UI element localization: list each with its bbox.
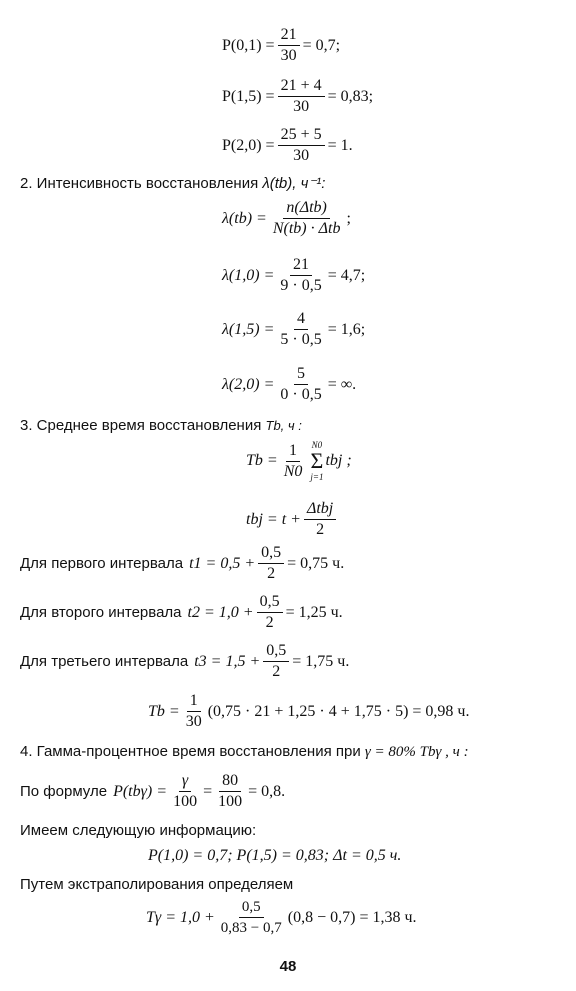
denominator: N0: [283, 462, 303, 480]
equation-lhs: Tb =: [246, 452, 278, 469]
denominator: 30: [280, 47, 297, 64]
interval-label: Для второго интервала: [20, 604, 182, 621]
section-2-heading: [20, 176, 325, 191]
section-4-heading: [20, 744, 469, 760]
denominator: 2: [272, 663, 281, 680]
equation-lhs: P(0,1) =: [222, 36, 275, 54]
numerator: 21 + 4: [278, 77, 325, 97]
denominator: 2: [267, 565, 276, 582]
denominator: 2: [316, 521, 325, 538]
equation-lhs: λ(2,0) =: [222, 375, 275, 393]
equation-rhs: ;: [346, 209, 351, 227]
interval-2-line: [20, 593, 343, 632]
denominator: 2: [265, 614, 274, 631]
denominator: 30: [293, 147, 310, 164]
info-line: Имеем следующую информацию:: [20, 822, 257, 839]
equation-p01: [222, 26, 340, 65]
equation-lhs: P(1,5) =: [222, 87, 275, 105]
fraction: [270, 199, 344, 238]
heading-text: 2. Интенсивность восстановления: [20, 175, 259, 192]
formula-line: [20, 772, 285, 811]
sum-upper-limit: N0: [311, 440, 323, 450]
equation-tb-result: [148, 692, 469, 731]
equation-lhs: t2 = 1,0 +: [187, 603, 254, 621]
numerator: 21: [278, 26, 300, 46]
numerator: 0,5: [239, 898, 264, 918]
equation-lambda-15: [222, 310, 365, 349]
equation-rhs: = 0,75 ч.: [287, 554, 345, 572]
numerator: 0,5: [263, 642, 289, 662]
equation-rhs: = 1,6;: [327, 320, 366, 338]
fraction: [278, 126, 325, 165]
summation: [310, 440, 323, 482]
fraction: [263, 642, 289, 681]
fraction: [215, 772, 245, 811]
interval-label: Для третьего интервала: [20, 653, 189, 670]
equation-tgamma: [146, 898, 417, 937]
equation-lhs: λ(1,0) =: [222, 266, 275, 284]
equation-lambda-definition: [222, 199, 351, 238]
denominator: 100: [173, 793, 198, 810]
equation-lhs: t1 = 0,5 +: [189, 554, 256, 572]
equation-lhs: λ(1,5) =: [222, 320, 275, 338]
info-values: [148, 848, 401, 864]
numerator: Δtbj: [304, 500, 336, 520]
equation-rhs: = 0,8.: [248, 782, 286, 800]
equation-tbj: [246, 500, 339, 539]
fraction: [278, 26, 300, 65]
section-3-heading: [20, 418, 302, 433]
fraction: [258, 544, 284, 583]
equation-rhs: = 4,7;: [327, 266, 366, 284]
interval-1-line: [20, 544, 344, 583]
equation-lhs: t3 = 1,5 +: [194, 652, 261, 670]
equation-tb-definition: [246, 440, 352, 482]
equation-lhs: P(tbγ) =: [113, 782, 168, 800]
equation-lhs: Tb =: [148, 702, 180, 720]
fraction: [304, 500, 336, 539]
extrapolation-line: Путем экстраполирования определяем: [20, 876, 294, 893]
heading-text: 3. Среднее время восстановления: [20, 417, 262, 434]
numerator: n(Δtb): [283, 199, 330, 219]
equation-rhs: = 1,25 ч.: [285, 603, 343, 621]
fraction: [277, 365, 324, 404]
denominator: 0,83 − 0,7: [220, 920, 282, 936]
numerator: 80: [219, 772, 241, 792]
equation-rhs: = 1.: [327, 136, 353, 154]
equation-rhs: = ∞.: [327, 375, 357, 393]
numerator: 21: [290, 256, 312, 276]
numerator: 25 + 5: [278, 126, 325, 146]
equation-p15: [222, 77, 373, 116]
equation-lhs: Tγ = 1,0 +: [146, 908, 215, 926]
equation-rhs: = 0,83;: [327, 87, 374, 105]
fraction: [257, 593, 283, 632]
equals-sign: =: [203, 782, 213, 800]
denominator: 30: [185, 713, 202, 730]
denominator: 5 · 0,5: [280, 331, 322, 348]
equation-lhs: P(2,0) =: [222, 136, 275, 154]
sum-symbol: Σ: [310, 448, 324, 473]
fraction: [278, 77, 325, 116]
equation-rhs: tbj ;: [325, 452, 352, 469]
denominator: 30: [293, 98, 310, 115]
interval-label: Для первого интервала: [20, 555, 184, 572]
fraction: [277, 310, 324, 349]
denominator: 100: [218, 793, 243, 810]
numerator: 1: [187, 692, 201, 712]
equation-rhs: = 1,75 ч.: [292, 652, 350, 670]
formula-label: По формуле: [20, 783, 108, 800]
equation-lhs: λ(tb) =: [222, 209, 267, 227]
numerator: 0,5: [258, 544, 284, 564]
denominator: 9 · 0,5: [280, 277, 322, 294]
numerator: 0,5: [257, 593, 283, 613]
denominator: 0 · 0,5: [280, 386, 322, 403]
fraction: [277, 256, 324, 295]
heading-symbol: Tb, ч :: [265, 418, 302, 433]
equation-rhs: = 0,7;: [302, 36, 341, 54]
fraction: [218, 898, 285, 937]
fraction: [183, 692, 205, 731]
heading-text: 4. Гамма-процентное время восстановления при: [20, 743, 361, 760]
page-number: 48: [279, 958, 297, 975]
equation-lambda-10: [222, 256, 365, 295]
equation-lambda-20: [222, 365, 356, 404]
numerator: 4: [294, 310, 308, 330]
denominator: N(tb) · Δtb: [272, 220, 341, 237]
equation-lhs: tbj = t +: [246, 510, 301, 528]
fraction: [170, 772, 200, 811]
equation-rhs: (0,8 − 0,7) = 1,38 ч.: [287, 908, 417, 926]
heading-symbol: λ(tb), ч⁻¹:: [262, 175, 326, 192]
equation-p20: [222, 126, 353, 165]
interval-3-line: [20, 642, 349, 681]
numerator: 5: [294, 365, 308, 385]
fraction: [281, 442, 306, 481]
sum-lower-limit: j=1: [310, 472, 324, 482]
info-values-text: P(1,0) = 0,7; P(1,5) = 0,83; Δt = 0,5 ч.: [148, 847, 402, 864]
numerator: 1: [286, 442, 300, 462]
heading-symbol: γ = 80% Tbγ , ч :: [364, 744, 469, 760]
numerator: γ: [179, 772, 191, 792]
equation-rhs: (0,75 · 21 + 1,25 · 4 + 1,75 · 5) = 0,98 ч.: [207, 702, 470, 720]
